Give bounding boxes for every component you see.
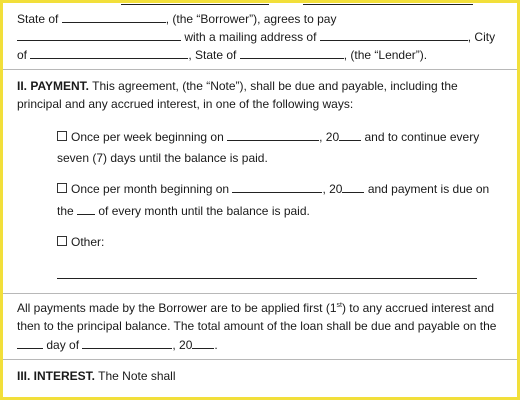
monthly-year-blank[interactable] <box>342 181 364 193</box>
application-line3: day of , 20 . <box>17 337 218 352</box>
option-weekly-line2: seven (7) days until the balance is paid. <box>57 151 268 165</box>
due-year-blank[interactable] <box>192 337 214 349</box>
lender-state-blank[interactable] <box>240 47 344 59</box>
section-divider-top <box>3 69 517 70</box>
section-divider-middle <box>3 293 517 294</box>
borrower-state-blank[interactable] <box>62 11 166 23</box>
weekly-year-blank[interactable] <box>339 129 361 141</box>
mailing-address-blank[interactable] <box>320 29 468 41</box>
option-other: Other: <box>57 235 104 249</box>
option-weekly: Once per week beginning on , 20 and to continue every <box>57 129 479 144</box>
other-description-blank[interactable] <box>57 278 477 279</box>
borrower-line: State of , (the “Borrower”), agrees to pay <box>17 12 337 26</box>
other-checkbox[interactable] <box>57 236 67 246</box>
weekly-start-date-blank[interactable] <box>227 129 319 141</box>
due-day-blank[interactable] <box>17 337 43 349</box>
lender-line: of , State of , (the “Lender”). <box>17 48 428 62</box>
option-monthly-line2: the of every month until the balance is paid. <box>57 204 310 218</box>
application-line2: then to the principal balance. The total amount of the loan shall be due and payable on the <box>17 319 497 333</box>
monthly-start-date-blank[interactable] <box>232 181 322 193</box>
option-monthly: Once per month beginning on , 20 and payment is due on <box>57 181 489 196</box>
weekly-checkbox[interactable] <box>57 131 67 141</box>
monthly-checkbox[interactable] <box>57 183 67 193</box>
payment-heading: II. PAYMENT. <box>17 79 90 93</box>
payment-intro-line2: principal and any accrued interest, in one of the following ways: <box>17 97 354 111</box>
due-month-blank[interactable] <box>82 337 172 349</box>
city-blank[interactable] <box>30 47 188 59</box>
section-divider-bottom <box>3 359 517 360</box>
interest-line: III. INTEREST. The Note shall <box>17 369 176 383</box>
application-line1: All payments made by the Borrower are to be applied first (1st) to any accrued interest and <box>17 301 495 315</box>
interest-heading: III. INTEREST. <box>17 369 96 383</box>
payment-intro-line1: II. PAYMENT. This agreement, (the “Note”), shall be due and payable, including the <box>17 79 458 93</box>
cutoff-blank-top-right[interactable] <box>303 0 473 5</box>
mailing-line: with a mailing address of , City <box>17 29 495 44</box>
monthly-day-blank[interactable] <box>77 203 95 215</box>
cutoff-blank-top-left[interactable] <box>121 0 269 5</box>
amount-blank[interactable] <box>17 29 181 41</box>
